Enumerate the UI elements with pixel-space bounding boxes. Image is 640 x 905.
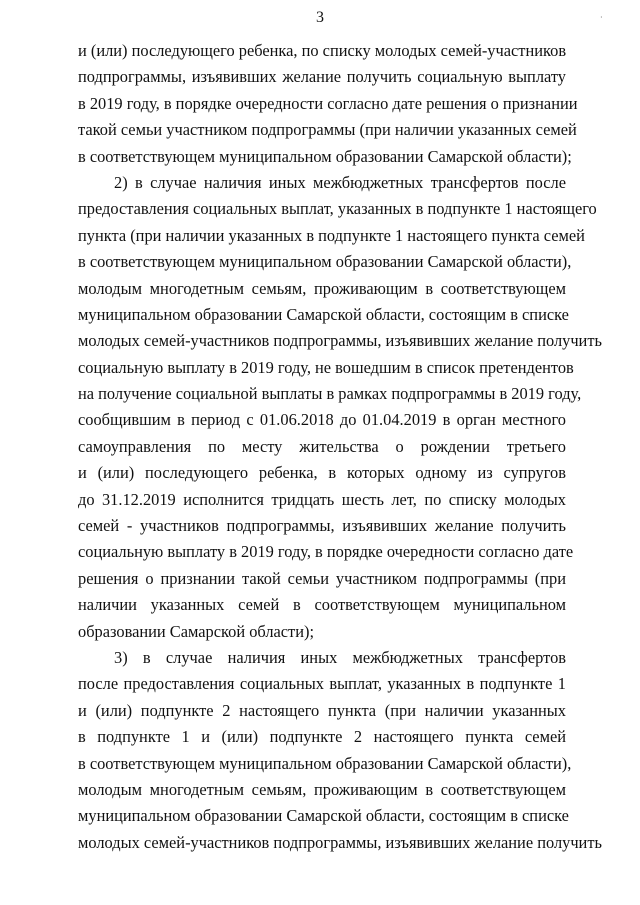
text-line: социальную выплату в 2019 году, не вошедшим в список претендентов <box>78 357 574 377</box>
text-line: сообщившим в период с 01.06.2018 до 01.04.2019 в орган местного <box>78 410 566 430</box>
text-line: образовании Самарской области); <box>78 621 314 641</box>
text-line: в 2019 году, в порядке очередности согласно дате решения о признании <box>78 93 578 113</box>
text-line: молодых семей-участников подпрограммы, изъявивших желание получить <box>78 832 602 852</box>
text-line: предоставления социальных выплат, указанных в подпункте 1 настоящего <box>78 199 597 219</box>
text-line: в соответствующем муниципальном образовании Самарской области); <box>78 146 572 166</box>
text-line: 3) в случае наличия иных межбюджетных трансфертов <box>114 647 566 667</box>
text-line: молодым многодетным семьям, проживающим в соответствующем <box>78 278 566 298</box>
page-number: 3 <box>316 9 324 26</box>
text-line: и (или) последующего ребенка, в которых одному из супругов <box>78 463 566 483</box>
text-line: в соответствующем муниципальном образовании Самарской области), <box>78 753 572 773</box>
text-line: такой семьи участником подпрограммы (при наличии указанных семей <box>78 120 577 140</box>
body-text <box>78 38 602 856</box>
text-line: в подпункте 1 и (или) подпункте 2 настоящего пункта семей <box>78 727 566 747</box>
text-line: муниципальном образовании Самарской области, состоящим в списке <box>78 806 569 826</box>
text-line: молодых семей-участников подпрограммы, изъявивших желание получить <box>78 331 602 351</box>
text-line: наличии указанных семей в соответствующем муниципальном <box>78 595 566 615</box>
text-line: муниципальном образовании Самарской области, состоящим в списке <box>78 304 569 324</box>
text-line: на получение социальной выплаты в рамках подпрограммы в 2019 году, <box>78 384 582 404</box>
text-line: пункта (при наличии указанных в подпункте 1 настоящего пункта семей <box>78 225 585 245</box>
text-line: 2) в случае наличия иных межбюджетных трансфертов после <box>114 172 566 192</box>
text-line: после предоставления социальных выплат, указанных в подпункте 1 <box>78 674 566 694</box>
text-line: социальную выплату в 2019 году, в порядке очередности согласно дате <box>78 542 574 562</box>
scan-mark: · <box>600 13 603 22</box>
text-line: самоуправления по месту жительства о рождении третьего <box>78 436 566 456</box>
text-line: и (или) подпункте 2 настоящего пункта (при наличии указанных <box>78 700 566 720</box>
text-line: до 31.12.2019 исполнится тридцать шесть лет, по списку молодых <box>78 489 566 509</box>
text-line: подпрограммы, изъявивших желание получить социальную выплату <box>78 67 566 87</box>
text-line: в соответствующем муниципальном образовании Самарской области), <box>78 252 572 272</box>
text-line: и (или) последующего ребенка, по списку молодых семей-участников <box>78 41 567 60</box>
text-line: молодым многодетным семьям, проживающим в соответствующем <box>78 779 566 799</box>
text-line: семей - участников подпрограммы, изъявивших желание получить <box>78 516 566 536</box>
text-line: решения о признании такой семьи участником подпрограммы (при <box>78 568 566 588</box>
